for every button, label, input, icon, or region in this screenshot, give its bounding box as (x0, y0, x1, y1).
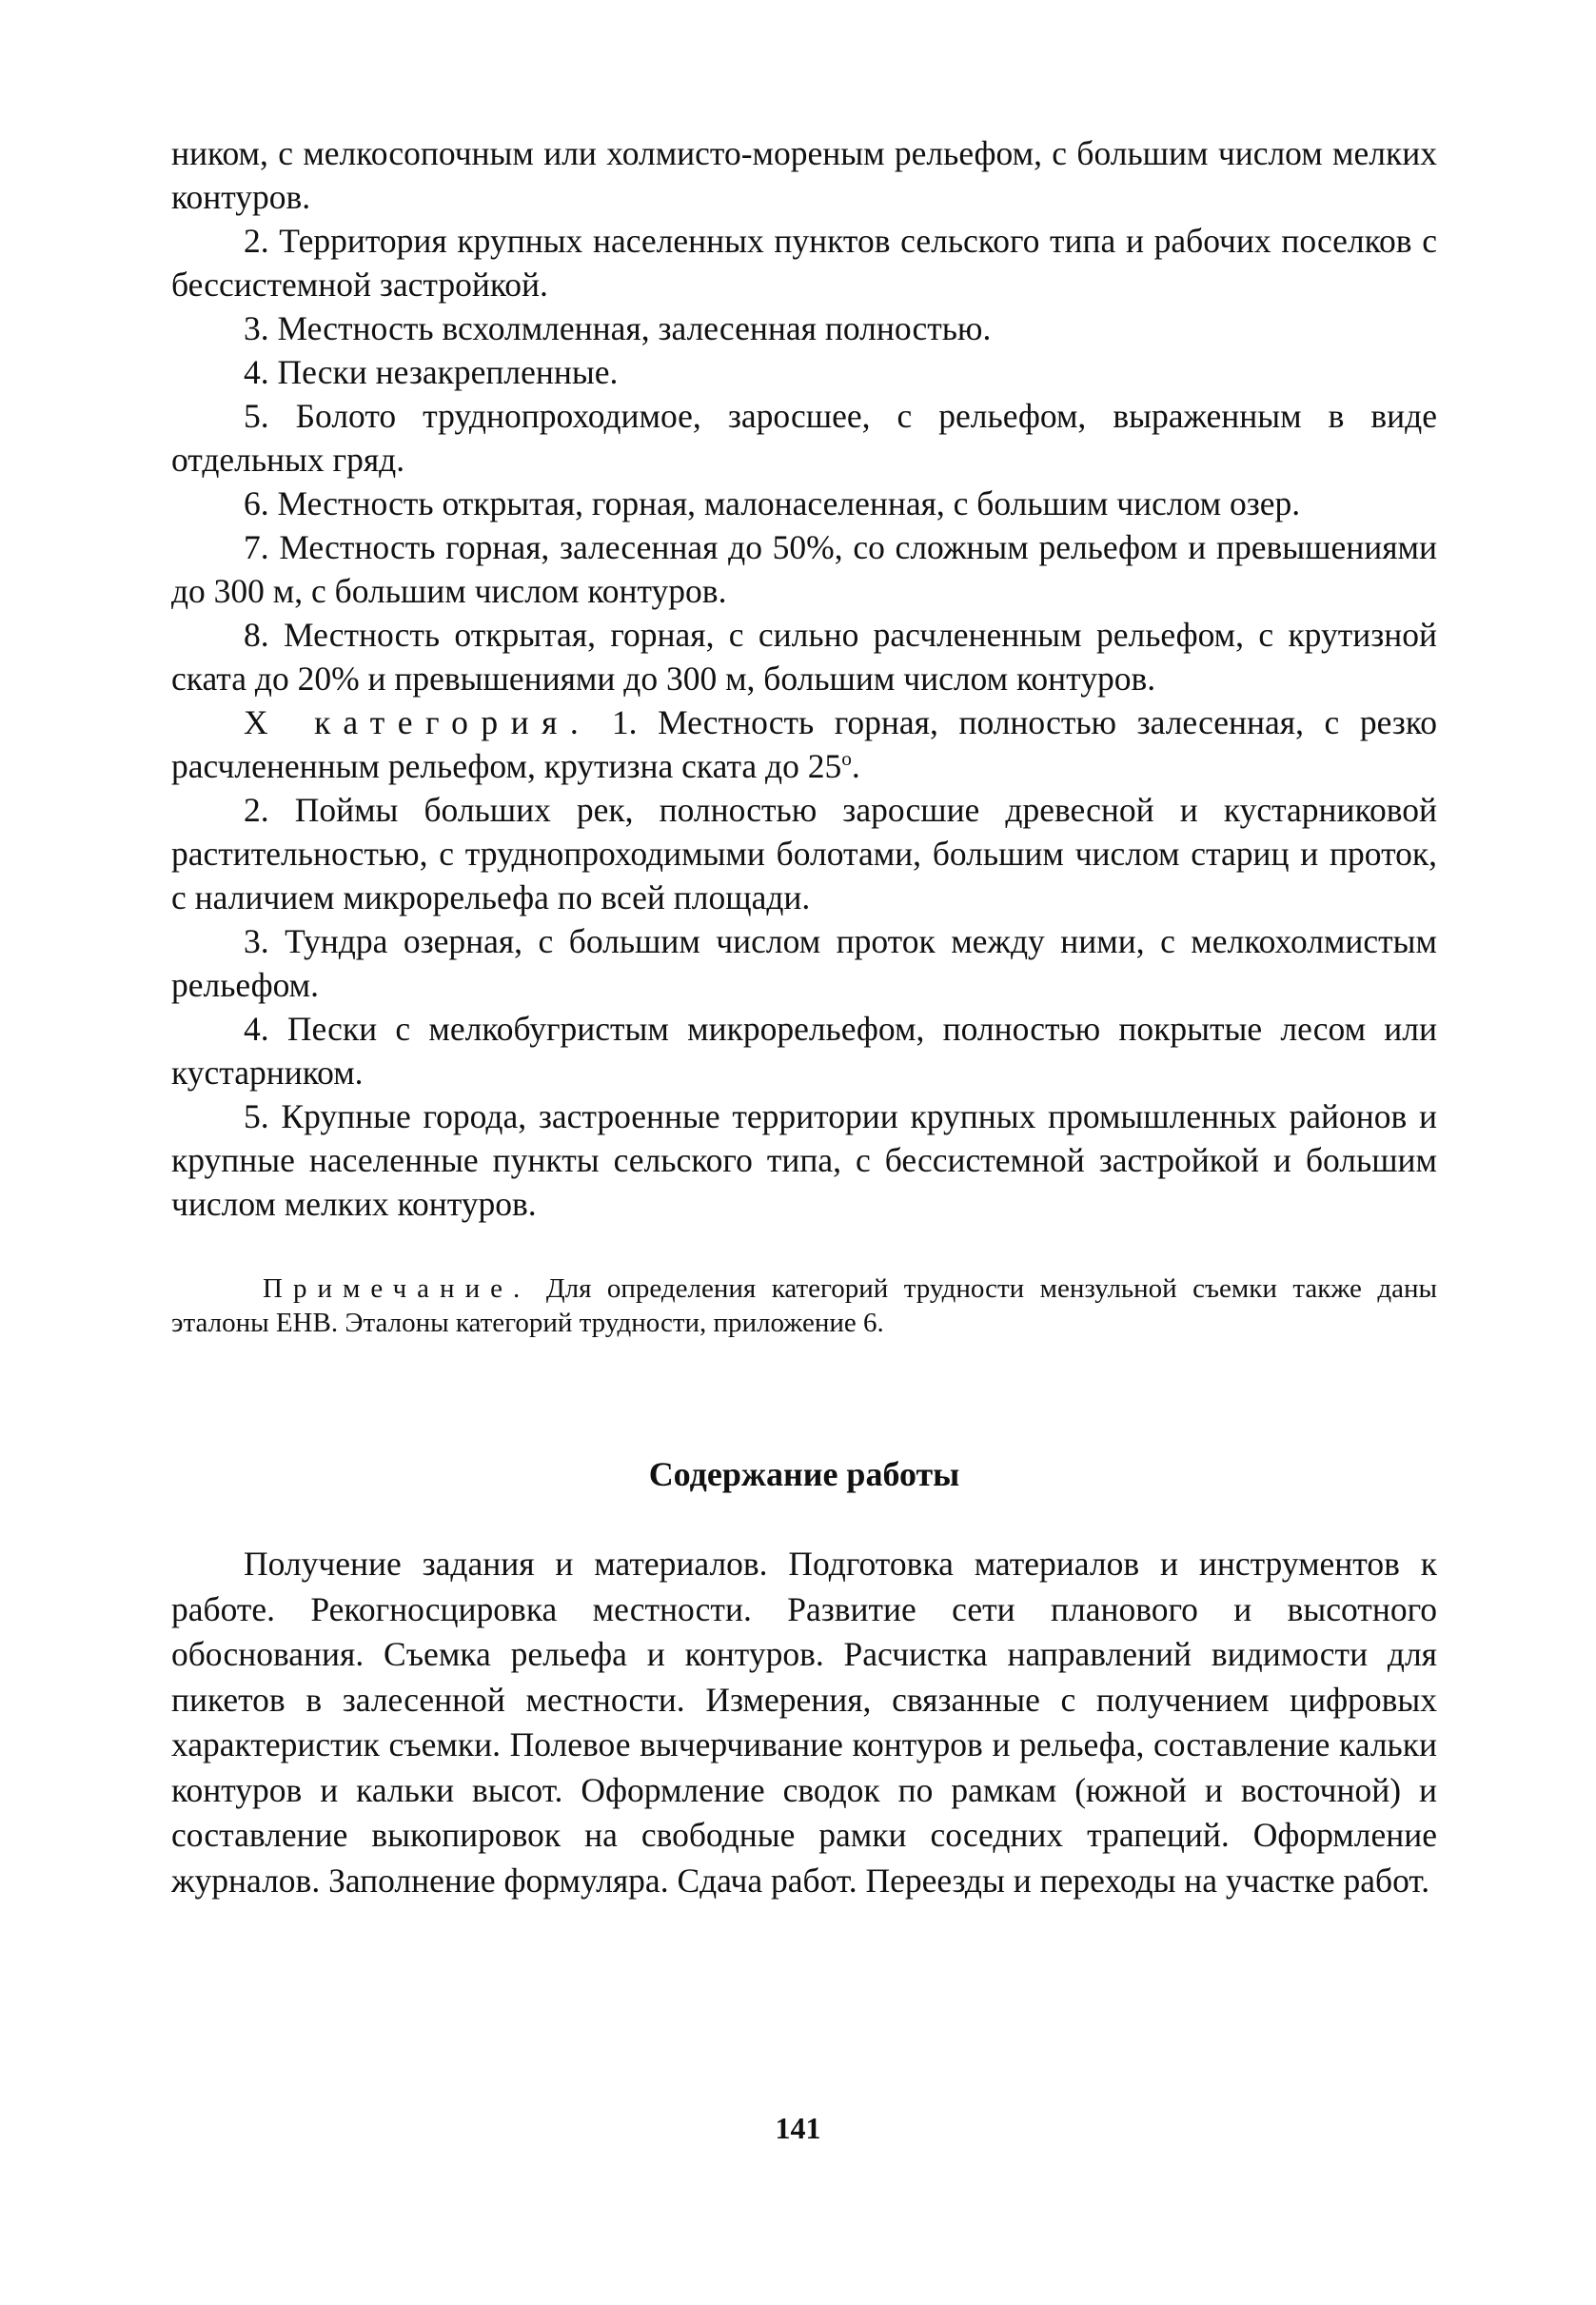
page-number: 141 (775, 2111, 821, 2145)
cat9-item-6: 6. Местность открытая, горная, малонаселенная, с большим числом озер. (244, 484, 1301, 522)
cat10-item-2: 2. Поймы больших рек, полностью заросшие древесной и кустарниковой растительностью, с труднопроходимыми болотами, большим числом стариц и проток, с наличием микрорельефа по всей площади. (171, 791, 1437, 916)
cat9-item-7: 7. Местность горная, залесенная до 50%, со сложным рельефом и превышениями до 300 м, с большим числом контуров. (171, 528, 1437, 610)
degree-mark: о (841, 747, 852, 771)
cat10-item-5: 5. Крупные города, застроенные территории крупных промышленных районов и крупные населенные пункты сельского типа, с бессистемной застройкой и большим числом мелких контуров. (171, 1097, 1437, 1223)
note-label: Примечание. (263, 1273, 531, 1304)
cat9-item-2: 2. Территория крупных населенных пунктов сельского типа и рабочих поселков с бессистемной застройкой. (171, 222, 1437, 304)
intro-fragment: ником, с мелкосопочным или холмисто-мореным рельефом, с большим числом мелких контуров. (171, 134, 1437, 216)
section-heading: Содержание работы (648, 1455, 960, 1493)
note (171, 1271, 1437, 1340)
cat9-item-3: 3. Местность всхолмленная, залесенная полностью. (244, 309, 992, 347)
document-page (171, 131, 1437, 1903)
cat10-item-1-end: . (851, 747, 860, 785)
cat9-item-5: 5. Болото труднопроходимое, заросшее, с рельефом, выраженным в виде отдельных гряд. (171, 397, 1437, 479)
cat10-item-3: 3. Тундра озерная, с большим числом проток между ними, с мелкохолмистым рельефом. (171, 922, 1437, 1004)
cat10-item-1 (171, 700, 1437, 788)
note-text: Для определения категорий трудности мензульной съемки также даны эталоны ЕНВ. Эталоны категорий трудности, приложение 6. (171, 1273, 1437, 1338)
cat10-item-4: 4. Пески с мелкобугристым микрорельефом, полностью покрытые лесом или кустарником. (171, 1010, 1437, 1092)
cat10-item-1-text: 1. Местность горная, полностью залесенная, с резко расчлененным рельефом, крутизна ската до 25 (171, 703, 1438, 785)
section-body: Получение задания и материалов. Подготовка материалов и инструментов к работе. Рекогносцировка местности. Развитие сети планового и высотного обоснования. Съемка рельефа и контуров. Расчистка направлений видимости для пикетов в залесенной местности. Измерения, связанные с получением цифровых характеристик съемки. Полевое вычерчивание контуров и рельефа, составление кальки контуров и кальки высот. Оформление сводок по рамкам (южной и восточной) и составление выкопировок на свободные рамки соседних трапеций. Оформление журналов. Заполнение формуляра. Сдача работ. Переезды и переходы на участке работ. (171, 1545, 1437, 1900)
cat10-label: Х категория. (244, 703, 592, 741)
cat9-item-8: 8. Местность открытая, горная, с сильно расчлененным рельефом, с крутизной ската до 20% и превышениями до 300 м, большим числом контуров. (171, 616, 1437, 698)
cat9-item-4: 4. Пески незакрепленные. (244, 353, 619, 391)
